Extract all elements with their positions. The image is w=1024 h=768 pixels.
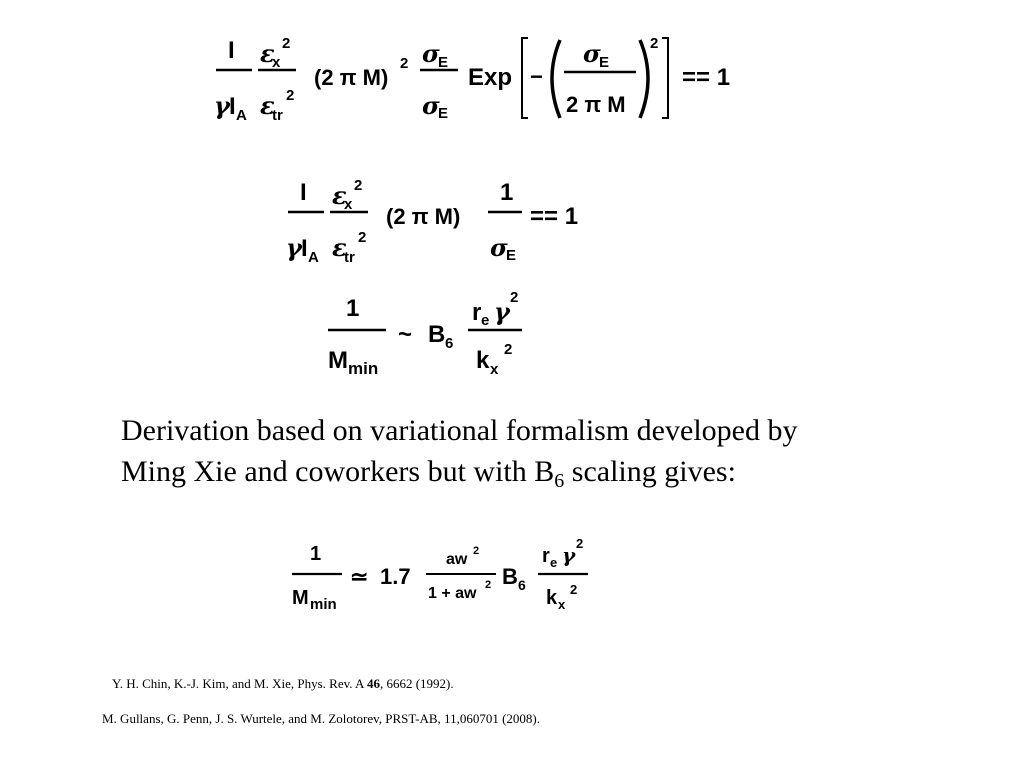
reference-1 bbox=[112, 676, 454, 692]
reference-1-volume: 46 bbox=[366, 676, 380, 691]
eq3-B: B bbox=[428, 321, 446, 348]
eq1-right-paren bbox=[640, 40, 648, 118]
equation-3 bbox=[326, 288, 546, 384]
eq2-sup-2b: 2 bbox=[358, 229, 367, 246]
eq1-exp: Exp bbox=[468, 64, 513, 91]
eq1-sub-x: x bbox=[272, 54, 281, 71]
eq3-k: k bbox=[476, 347, 490, 374]
eq1-minus: − bbox=[530, 64, 543, 89]
eq1-sup-2a: 2 bbox=[282, 35, 291, 52]
reference-2: M. Gullans, G. Penn, J. S. Wurtele, and M. Zolotorev, PRST-AB, 11,060701 (2008). bbox=[102, 711, 540, 726]
caption-line-2-pre: Ming Xie and coworkers but with B bbox=[121, 455, 555, 488]
eq2-num-I: I bbox=[300, 179, 307, 206]
eq1-right-bracket bbox=[662, 38, 668, 118]
eq4-one: 1 bbox=[310, 543, 322, 565]
eq4-sup-2d: 2 bbox=[570, 582, 578, 597]
eq3-M: M bbox=[328, 347, 348, 374]
eq1-sup-2d: 2 bbox=[650, 35, 659, 52]
eq1-sub-E3: E bbox=[599, 54, 610, 71]
eq1-eps-num: ε bbox=[260, 39, 275, 68]
eq4-gamma: γ bbox=[562, 543, 576, 567]
eq2-den-I: I bbox=[301, 235, 308, 262]
eq4-sup-2c: 2 bbox=[576, 536, 584, 551]
eq1-left-paren bbox=[552, 40, 560, 118]
eq1-sigma-num: σ bbox=[422, 39, 440, 68]
eq1-2piM-den: 2 π M bbox=[566, 92, 626, 117]
eq3-sup-2a: 2 bbox=[510, 289, 519, 306]
eq2-equals: == 1 bbox=[530, 203, 579, 230]
eq1-sigma-inner: σ bbox=[583, 39, 601, 68]
eq2-eps-num: ε bbox=[332, 181, 347, 210]
eq4-simeq: ≃ bbox=[350, 564, 369, 589]
eq4-coef: 1.7 bbox=[380, 564, 411, 589]
eq3-one: 1 bbox=[346, 295, 360, 322]
eq2-one: 1 bbox=[500, 179, 514, 206]
caption-line-2 bbox=[121, 451, 981, 492]
eq3-sup-2b: 2 bbox=[504, 341, 513, 358]
eq1-sub-E1: E bbox=[438, 54, 449, 71]
eq1-left-bracket bbox=[522, 38, 528, 118]
equation-2 bbox=[282, 172, 612, 268]
eq2-gamma: γ bbox=[286, 233, 302, 262]
equation-4 bbox=[290, 538, 600, 620]
eq1-sub-E2: E bbox=[438, 105, 449, 122]
eq4-aw-num: aw bbox=[446, 551, 468, 568]
equation-4-svg bbox=[290, 538, 600, 620]
eq2-sub-tr: tr bbox=[344, 249, 355, 266]
eq4-sup-2a: 2 bbox=[473, 545, 480, 557]
equation-1 bbox=[210, 30, 770, 130]
eq2-sub-A: A bbox=[308, 249, 319, 266]
eq1-den-I: I bbox=[229, 93, 236, 120]
eq3-sub-min: min bbox=[348, 359, 379, 378]
reference-1-pre: Y. H. Chin, K.-J. Kim, and M. Xie, Phys. Rev. A bbox=[112, 676, 367, 691]
eq2-2piM: (2 π M) bbox=[386, 204, 461, 229]
eq1-sigma-den: σ bbox=[422, 91, 440, 120]
eq3-r: r bbox=[472, 299, 482, 326]
caption-line-2-sub: 6 bbox=[554, 470, 565, 492]
eq2-sigma: σ bbox=[490, 233, 508, 262]
eq4-sub-min: min bbox=[310, 596, 337, 613]
eq3-sim: ~ bbox=[398, 321, 413, 348]
eq1-num-I: I bbox=[228, 37, 235, 64]
eq1-sup-2c: 2 bbox=[400, 55, 409, 72]
eq1-sup-2b: 2 bbox=[286, 87, 295, 104]
eq1-sub-A: A bbox=[236, 107, 247, 124]
eq1-2piM: (2 π M) bbox=[314, 65, 389, 90]
eq4-M: M bbox=[292, 587, 309, 609]
caption-line-2-post: scaling gives: bbox=[564, 455, 736, 488]
caption-line-1: Derivation based on variational formalism developed by bbox=[121, 414, 798, 447]
equation-3-svg bbox=[326, 288, 546, 384]
eq1-gamma: γ bbox=[214, 91, 230, 120]
eq1-equals: == 1 bbox=[682, 64, 731, 91]
eq3-sub-e: e bbox=[481, 312, 490, 329]
caption bbox=[121, 410, 981, 492]
equation-2-svg bbox=[282, 172, 612, 268]
eq1-eps-den: ε bbox=[260, 91, 275, 120]
eq3-gamma: γ bbox=[494, 297, 510, 326]
eq2-sub-x: x bbox=[344, 196, 353, 213]
eq3-sub-6: 6 bbox=[445, 335, 454, 352]
eq4-r: r bbox=[542, 545, 550, 567]
eq4-k: k bbox=[546, 587, 558, 609]
eq4-sub-x: x bbox=[558, 597, 566, 612]
eq4-one-plus: 1 + aw bbox=[428, 585, 477, 602]
eq1-sub-tr: tr bbox=[272, 107, 283, 124]
eq2-sub-E: E bbox=[506, 247, 517, 264]
eq4-sup-2b: 2 bbox=[485, 579, 492, 591]
eq4-B: B bbox=[502, 564, 518, 589]
eq2-eps-den: ε bbox=[332, 233, 347, 262]
equation-1-svg bbox=[210, 30, 770, 130]
eq4-sub-6: 6 bbox=[518, 577, 526, 593]
eq2-sup-2a: 2 bbox=[354, 177, 363, 194]
reference-1-post: , 6662 (1992). bbox=[379, 676, 454, 691]
eq3-sub-x: x bbox=[490, 361, 499, 378]
eq4-sub-e: e bbox=[550, 555, 558, 570]
